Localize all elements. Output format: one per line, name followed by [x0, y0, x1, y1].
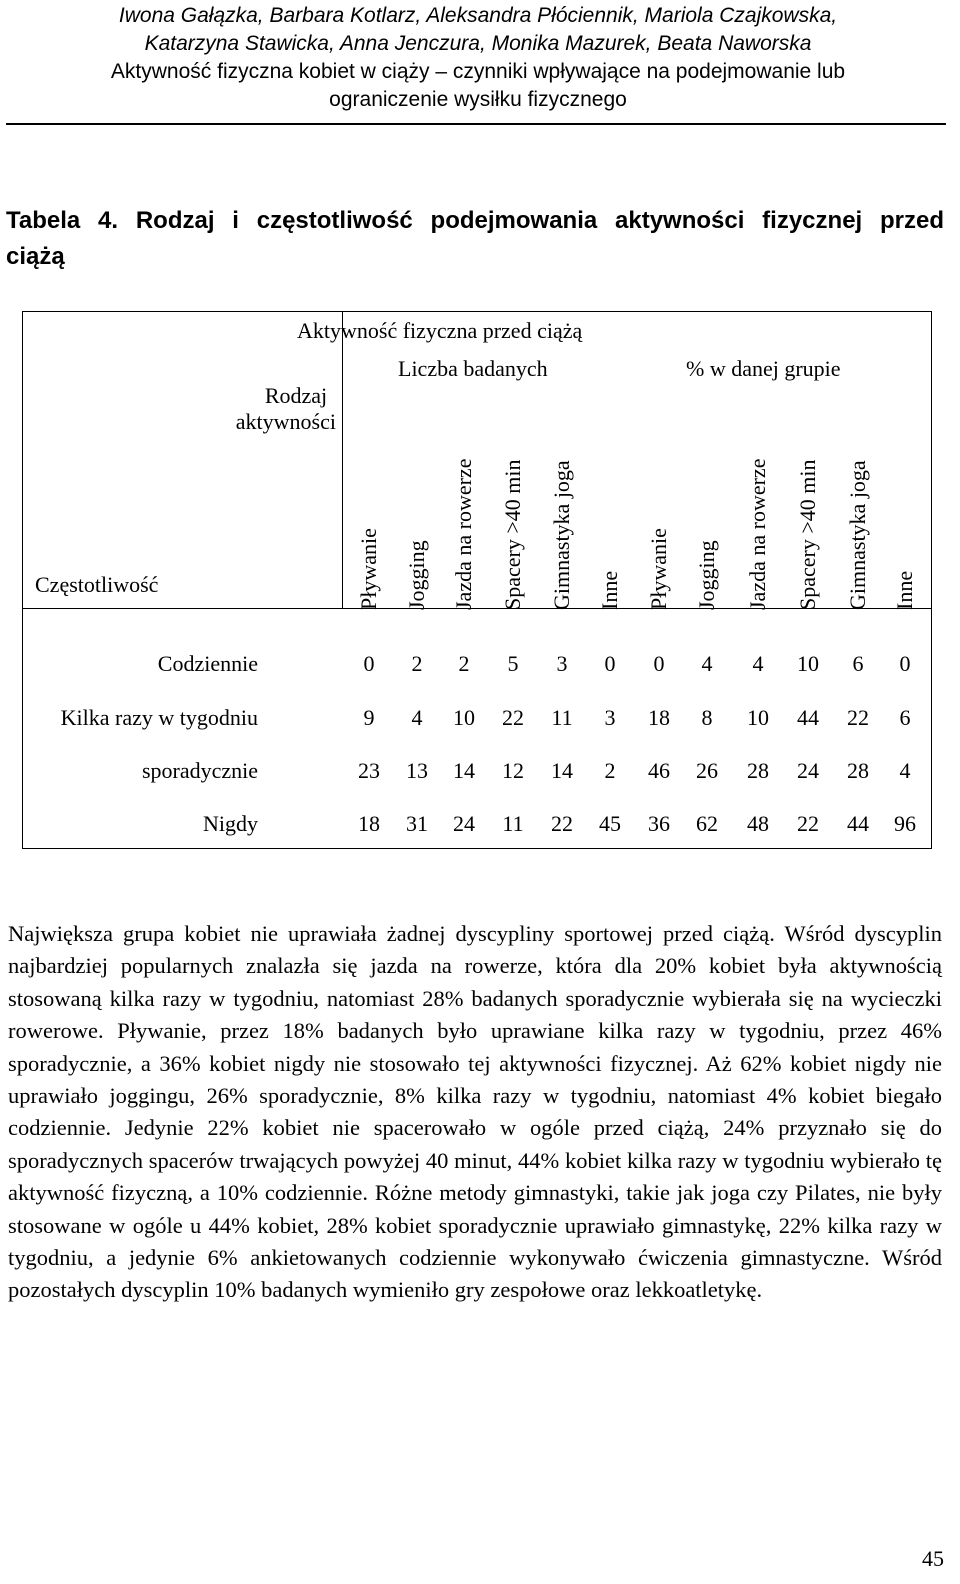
- table-cell: 6: [852, 651, 864, 676]
- column-header-label: Jazda na rowerze: [745, 458, 770, 610]
- corner-label-activity-type: Rodzaj aktywności: [235, 383, 336, 434]
- table-cell: 96: [894, 811, 916, 836]
- table-cell: 14: [453, 758, 475, 783]
- article-title-line-2: ograniczenie wysiłku fizycznego: [329, 88, 627, 111]
- table-cell: 0: [899, 651, 911, 676]
- table-cell: 5: [507, 651, 519, 676]
- table-cell: 3: [604, 705, 616, 730]
- table-cell: 0: [653, 651, 665, 676]
- table-cell: 6: [899, 705, 911, 730]
- column-header-label: Jogging: [404, 540, 429, 610]
- table-cell: 45: [599, 811, 621, 836]
- table-cell: 4: [899, 758, 911, 783]
- table-cell: 22: [502, 705, 524, 730]
- table-cell: 10: [797, 651, 819, 676]
- table-cell: 26: [696, 758, 718, 783]
- column-header-label: Spacery >40 min: [500, 459, 525, 610]
- table-cell: 28: [847, 758, 869, 783]
- table-cell: 28: [747, 758, 769, 783]
- data-table: [22, 311, 932, 849]
- table-cell: 0: [604, 651, 616, 676]
- header-rule: [6, 123, 946, 125]
- column-header-label: Gimnastyka joga: [845, 460, 870, 610]
- body-paragraph: Największa grupa kobiet nie uprawiała żadnej dyscypliny sportowej przed ciążą. Wśród dyscyplin najbardziej popularnych znalazła się jazda na rowerze, która dla 20% kobiet była aktywnością stosowaną kilka razy w tygodniu, natomiast 28% badanych sporadycznie wybierała się na wycieczki rowerowe. Pływanie, przez 18% badanych było uprawiane kilka razy w tygodniu, przez 46% sporadycznie, a 36% kobiet nigdy nie stosowało tej aktywności fizycznej. Aż 62% kobiet nigdy nie uprawiało joggingu, 26% sporadycznie, 8% kilka razy w tygodniu, natomiast 4% kobiet biegało codziennie. Jedynie 22% kobiet nie spacerowało w ogóle przed ciążą, 24% przyznało się do sporadycznych spacerów trwających powyżej 40 minut, 44% kobiet kilka razy w tygodniu wybierało tę aktywność fizyczną, a 10% codziennie. Różne metody gimnastyki, takie jak joga czy Pilates, nie były stosowane w ogóle u 44% kobiet, 28% kobiet sporadycznie uprawiało gimnastykę, 22% kilka razy w tygodniu, a jedynie 6% ankietowanych codziennie wykonywało ćwiczenia gimnastyczne. Wśród pozostałych dyscyplin 10% badanych wymieniło gry zespołowe oraz lekkoatletykę.: [8, 921, 942, 1303]
- table-cell: 13: [406, 758, 428, 783]
- group-header: Aktywność fizyczna przed ciążą: [297, 318, 583, 343]
- table-cell: 2: [458, 651, 470, 676]
- corner-label-frequency: Częstotliwość: [35, 572, 159, 597]
- table-cell: 11: [551, 705, 573, 730]
- row-label: Nigdy: [203, 811, 258, 836]
- table-caption-line-2: ciążą: [6, 243, 65, 270]
- column-header-label: Jogging: [694, 540, 719, 610]
- table-cell: 18: [648, 705, 670, 730]
- table-cell: 48: [747, 811, 769, 836]
- table-cell: 10: [453, 705, 475, 730]
- authors-line-2: Katarzyna Stawicka, Anna Jenczura, Monika Mazurek, Beata Naworska: [144, 32, 812, 55]
- table-cell: 0: [363, 651, 375, 676]
- table-cell: 11: [502, 811, 524, 836]
- column-header-label: Inne: [597, 570, 622, 610]
- table-cell: 2: [411, 651, 423, 676]
- table-cell: 4: [701, 651, 713, 676]
- table-caption-line-1: Tabela 4. Rodzaj i częstotliwość podejmowania aktywności fizycznej przed: [6, 207, 944, 234]
- table-cell: 24: [453, 811, 475, 836]
- table-cell: 4: [752, 651, 764, 676]
- running-head: [10, 2, 946, 114]
- subgroup-count-header: Liczba badanych: [398, 356, 548, 381]
- table-cell: 31: [406, 811, 428, 836]
- column-header-label: Jazda na rowerze: [451, 458, 476, 610]
- page-number: 45: [922, 1546, 944, 1571]
- table-cell: 14: [551, 758, 573, 783]
- table-cell: 22: [551, 811, 573, 836]
- article-title-line-1: Aktywność fizyczna kobiet w ciąży – czynniki wpływające na podejmowanie lub: [110, 60, 846, 83]
- subgroup-percent-header: % w danej grupie: [686, 356, 841, 381]
- table-cell: 2: [604, 758, 616, 783]
- table-cell: 8: [701, 705, 713, 730]
- row-label: Kilka razy w tygodniu: [60, 705, 258, 730]
- table-cell: 22: [847, 705, 869, 730]
- table-cell: 3: [556, 651, 568, 676]
- table-cell: 22: [797, 811, 819, 836]
- column-header-label: Inne: [892, 570, 917, 610]
- table-cell: 24: [797, 758, 819, 783]
- row-label: Codziennie: [157, 651, 258, 676]
- table-cell: 62: [696, 811, 718, 836]
- column-header-label: Pływanie: [356, 528, 381, 610]
- row-label: sporadycznie: [141, 758, 258, 783]
- column-header-label: Spacery >40 min: [795, 459, 820, 610]
- header-divider: [342, 312, 343, 608]
- table-cell: 46: [648, 758, 670, 783]
- table-cell: 18: [358, 811, 380, 836]
- table-cell: 9: [363, 705, 375, 730]
- table-caption: [6, 203, 944, 275]
- table-cell: 10: [747, 705, 769, 730]
- column-header-label: Gimnastyka joga: [549, 460, 574, 610]
- table-cell: 36: [648, 811, 670, 836]
- table-cell: 44: [847, 811, 869, 836]
- table-cell: 23: [358, 758, 380, 783]
- table-cell: 12: [502, 758, 524, 783]
- table-cell: 4: [411, 705, 423, 730]
- table-cell: 44: [797, 705, 819, 730]
- column-header-label: Pływanie: [646, 528, 671, 610]
- authors-line-1: Iwona Gałązka, Barbara Kotlarz, Aleksandra Płóciennik, Mariola Czajkowska,: [118, 4, 838, 27]
